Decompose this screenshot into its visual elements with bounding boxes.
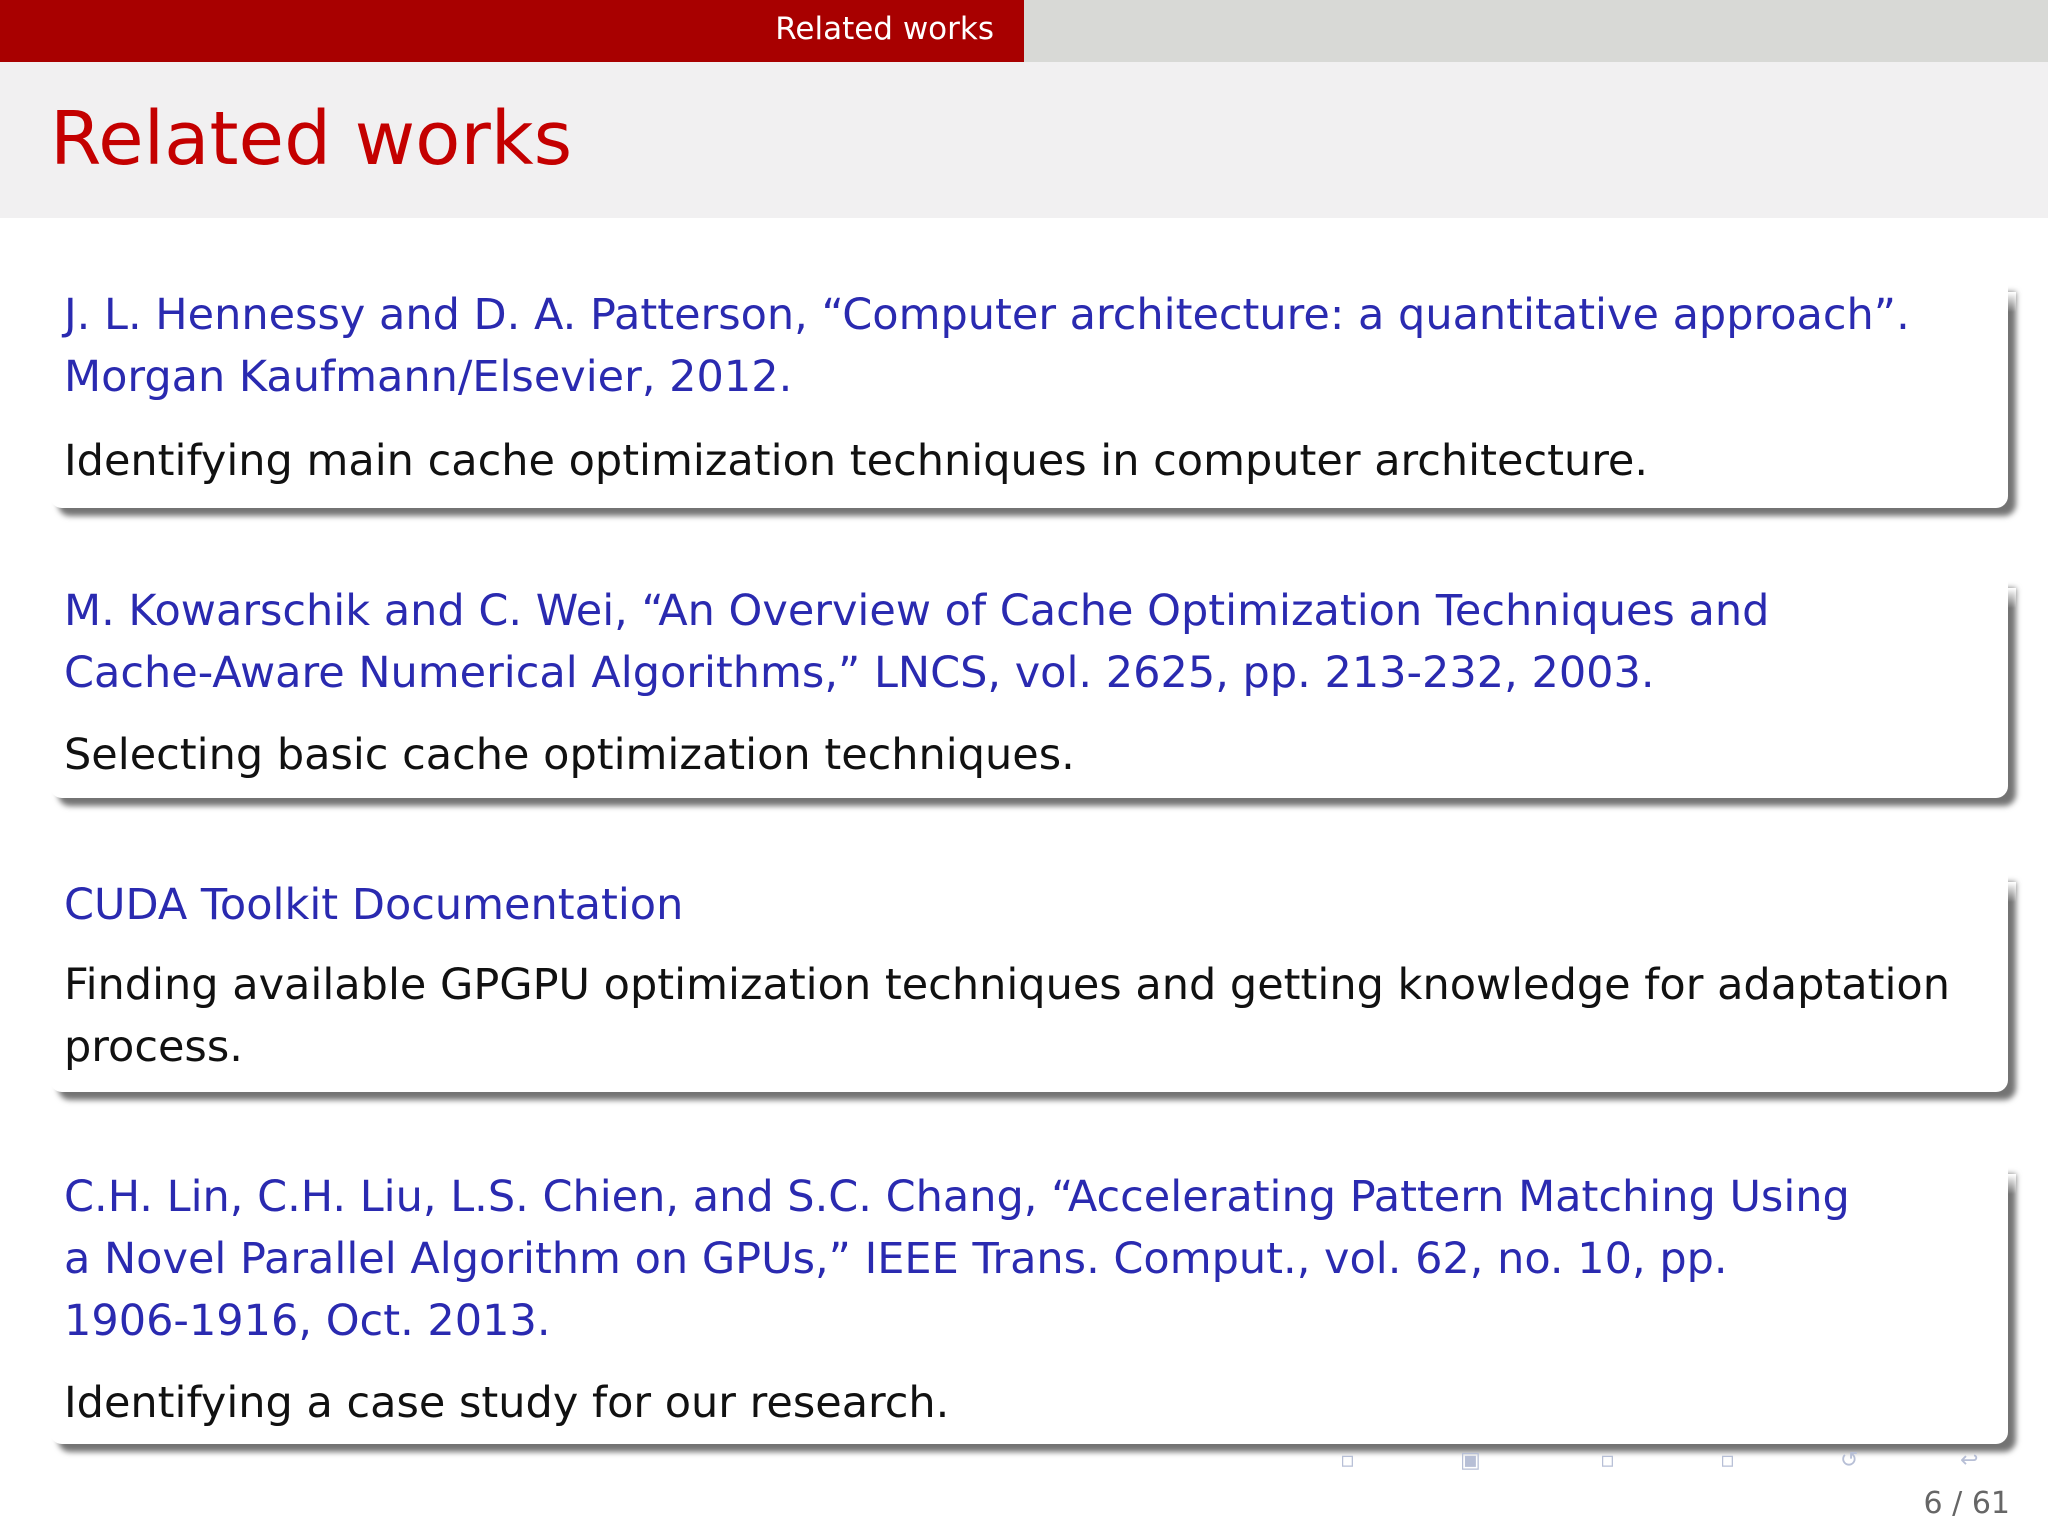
section-nav-current[interactable]: Related works <box>0 0 1024 62</box>
frame-title: Related works <box>50 96 573 182</box>
reference-citation-line: 1906-1916, Oct. 2013. <box>64 1296 551 1346</box>
reference-note-line: Identifying a case study for our research. <box>64 1378 950 1428</box>
reference-citation-line: Morgan Kaufmann/Elsevier, 2012. <box>64 352 793 402</box>
nav-section-icon[interactable]: ▫ <box>1600 1448 1615 1473</box>
reference-citation-line: C.H. Lin, C.H. Liu, L.S. Chien, and S.C. Chang, “Accelerating Pattern Matching Using <box>64 1172 1850 1222</box>
top-navigation-bar <box>0 0 2048 62</box>
reference-citation-line: J. L. Hennessy and D. A. Patterson, “Computer architecture: a quantitative approach”. <box>64 290 1910 340</box>
nav-search-icon[interactable]: ↺ <box>1840 1448 1859 1473</box>
reference-citation-line: a Novel Parallel Algorithm on GPUs,” IEEE Trans. Comput., vol. 62, no. 10, pp. <box>64 1234 1728 1284</box>
nav-subsection-icon[interactable]: ▣ <box>1460 1448 1481 1473</box>
reference-note-line: Identifying main cache optimization techniques in computer architecture. <box>64 436 1649 486</box>
reference-citation-line: M. Kowarschik and C. Wei, “An Overview of Cache Optimization Techniques and <box>64 586 1770 636</box>
page-number: 6 / 61 <box>1923 1486 2010 1521</box>
reference-note-line: Selecting basic cache optimization techniques. <box>64 730 1075 780</box>
reference-block-1 <box>50 284 2008 508</box>
reference-note-line: Finding available GPGPU optimization techniques and getting knowledge for adaptation <box>64 960 1950 1010</box>
reference-note-line: process. <box>64 1022 243 1072</box>
nav-slide-icon[interactable]: ▫ <box>1720 1448 1735 1473</box>
nav-back-icon[interactable]: ↩ <box>1960 1448 1979 1473</box>
reference-block-2 <box>50 580 2008 798</box>
reference-block-3 <box>50 874 2008 1092</box>
beamer-navigation-symbols[interactable] <box>1340 1448 2030 1478</box>
reference-block-4 <box>50 1166 2008 1444</box>
reference-citation-line: Cache-Aware Numerical Algorithms,” LNCS, vol. 2625, pp. 213-232, 2003. <box>64 648 1655 698</box>
nav-frame-icon[interactable]: ▫ <box>1340 1448 1355 1473</box>
reference-citation-line: CUDA Toolkit Documentation <box>64 880 684 930</box>
